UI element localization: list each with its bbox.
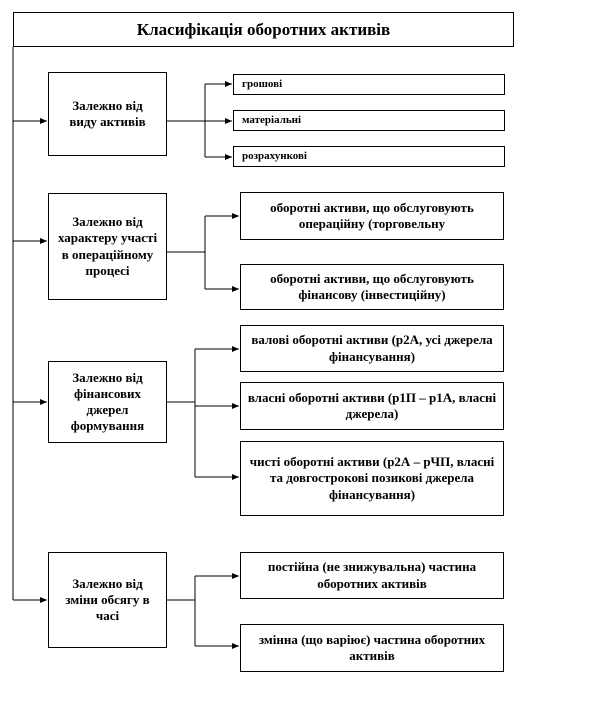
category-by-operational-role: Залежно від характеру участі в операційному процесі (48, 193, 167, 300)
leaf-settlement: розрахункові (233, 146, 505, 167)
leaf-own-current-assets: власні оборотні активи (р1П – р1А, власні джерела) (240, 382, 504, 430)
leaf-gross-current-assets: валові оборотні активи (р2А, усі джерела фінансування) (240, 325, 504, 372)
leaf-material: матеріальні (233, 110, 505, 131)
leaf-variable-part: змінна (що варіює) частина оборотних активів (240, 624, 504, 672)
category-by-financing-source: Залежно від фінансових джерел формування (48, 361, 167, 443)
leaf-operating-assets: оборотні активи, що обслуговують операційну (торговельну (240, 192, 504, 240)
leaf-monetary: грошові (233, 74, 505, 95)
leaf-net-current-assets: чисті оборотні активи (р2А – рЧП, власні та довгострокові позикові джерела фінансування) (240, 441, 504, 516)
category-by-volume-change: Залежно від зміни обсягу в часі (48, 552, 167, 648)
category-by-asset-type: Залежно від виду активів (48, 72, 167, 156)
diagram-title: Класифікація оборотних активів (13, 12, 514, 47)
leaf-financial-assets: оборотні активи, що обслуговують фінансову (інвестиційну) (240, 264, 504, 310)
leaf-permanent-part: постійна (не знижувальна) частина оборотних активів (240, 552, 504, 599)
